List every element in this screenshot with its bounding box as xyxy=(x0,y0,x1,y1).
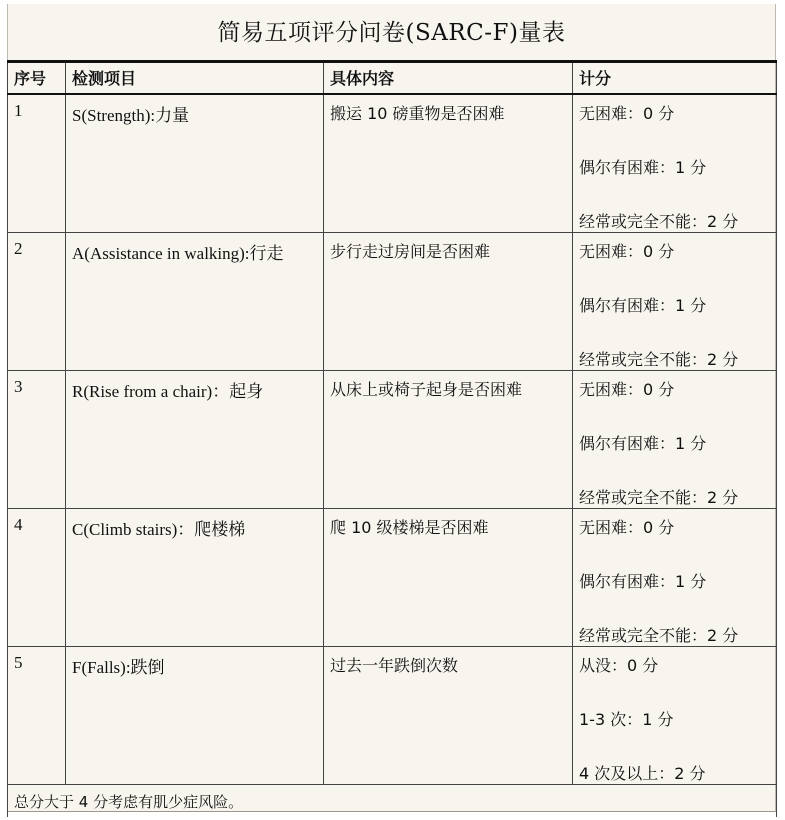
header-number: 序号 xyxy=(8,62,66,94)
row-item: C(Climb stairs)：爬楼梯 xyxy=(66,508,324,646)
row-item: F(Falls):跌倒 xyxy=(66,646,324,784)
page-title: 简易五项评分问卷(SARC-F)量表 xyxy=(217,20,566,46)
footnote: 总分大于 4 分考虑有肌少症风险。 xyxy=(8,784,777,817)
footnote-row xyxy=(8,784,777,817)
row-scores xyxy=(573,232,777,370)
score-option: 偶尔有困难：1 分 xyxy=(579,571,707,591)
header-score: 计分 xyxy=(573,62,777,94)
row-item: S(Strength):力量 xyxy=(66,94,324,233)
score-option: 经常或完全不能：2 分 xyxy=(579,349,739,369)
table-row xyxy=(8,646,777,784)
sarc-f-table xyxy=(7,60,777,817)
table-row xyxy=(8,370,777,508)
row-scores xyxy=(573,508,777,646)
row-number: 3 xyxy=(8,370,66,508)
score-option: 偶尔有困难：1 分 xyxy=(579,157,707,177)
row-content: 爬 10 级楼梯是否困难 xyxy=(324,508,573,646)
header-content: 具体内容 xyxy=(324,62,573,94)
row-item: R(Rise from a chair)：起身 xyxy=(66,370,324,508)
table-header-row xyxy=(8,62,777,94)
row-content: 过去一年跌倒次数 xyxy=(324,646,573,784)
row-number: 1 xyxy=(8,94,66,233)
table-row xyxy=(8,232,777,370)
row-content: 搬运 10 磅重物是否困难 xyxy=(324,94,573,233)
row-content: 步行走过房间是否困难 xyxy=(324,232,573,370)
score-option: 从没：0 分 xyxy=(579,655,659,675)
row-scores xyxy=(573,646,777,784)
score-option: 无困难：0 分 xyxy=(579,379,675,399)
row-number: 2 xyxy=(8,232,66,370)
score-option: 偶尔有困难：1 分 xyxy=(579,433,707,453)
questionnaire-sheet xyxy=(7,4,776,812)
row-number: 4 xyxy=(8,508,66,646)
table-row xyxy=(8,94,777,233)
row-scores xyxy=(573,370,777,508)
score-option: 无困难：0 分 xyxy=(579,103,675,123)
score-option: 偶尔有困难：1 分 xyxy=(579,295,707,315)
score-option: 无困难：0 分 xyxy=(579,517,675,537)
header-test-item: 检测项目 xyxy=(66,62,324,94)
score-option: 4 次及以上：2 分 xyxy=(579,763,706,783)
table-row xyxy=(8,508,777,646)
score-option: 经常或完全不能：2 分 xyxy=(579,625,739,645)
score-option: 1-3 次：1 分 xyxy=(579,709,674,729)
row-content: 从床上或椅子起身是否困难 xyxy=(324,370,573,508)
row-number: 5 xyxy=(8,646,66,784)
score-option: 经常或完全不能：2 分 xyxy=(579,211,739,231)
row-item: A(Assistance in walking):行走 xyxy=(66,232,324,370)
row-scores xyxy=(573,94,777,233)
score-option: 无困难：0 分 xyxy=(579,241,675,261)
score-option: 经常或完全不能：2 分 xyxy=(579,487,739,507)
